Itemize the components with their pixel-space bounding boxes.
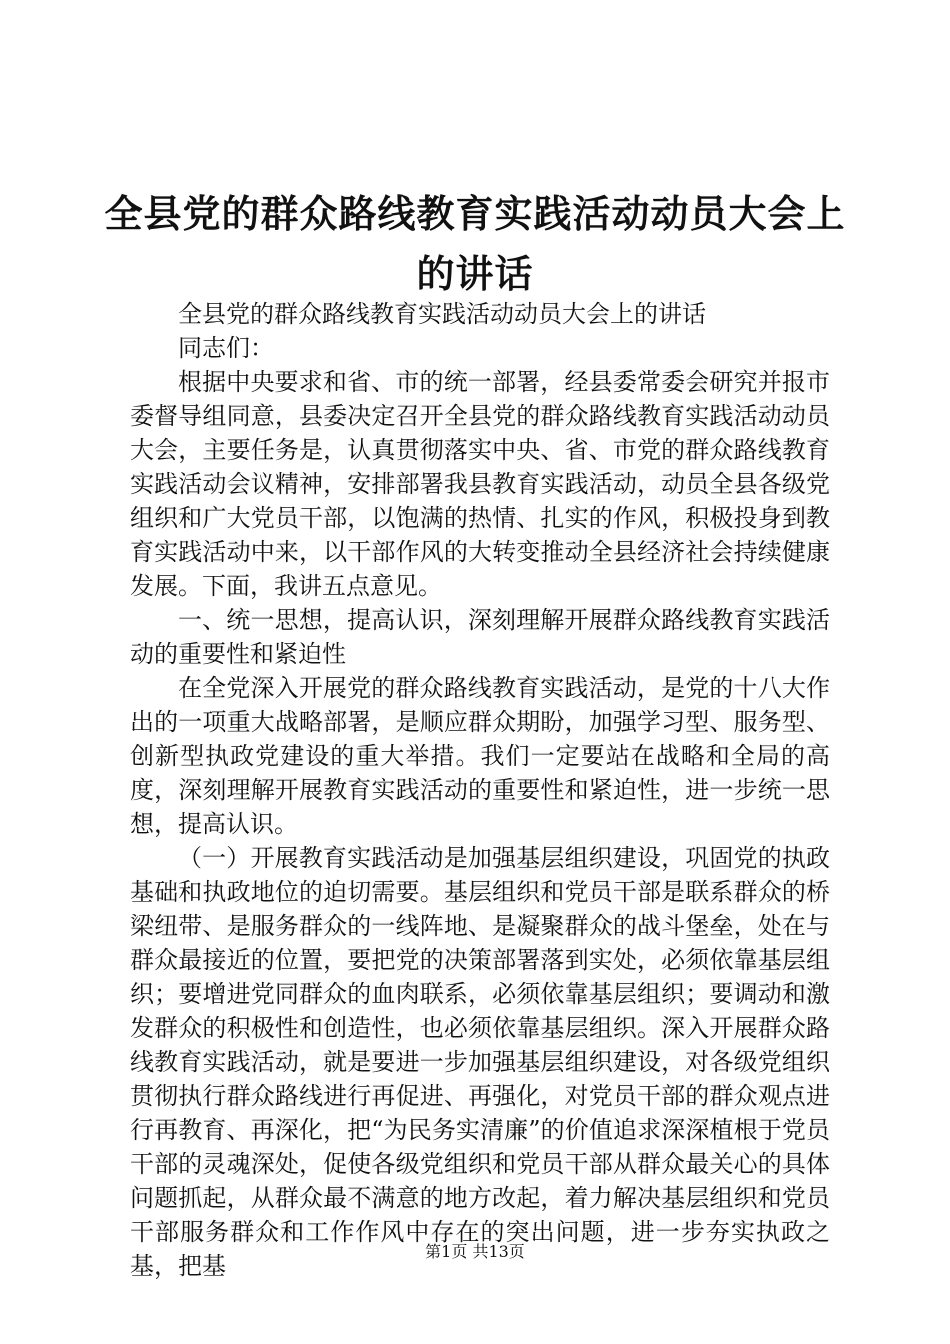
paragraph-subsection-one: （一）开展教育实践活动是加强基层组织建设，巩固党的执政基础和执政地位的迫切需要。基层组织和党员干部是联系群众的桥梁纽带、是服务群众的一线阵地、是凝聚群众的战斗堡垒，处在与群众最接近的位置，要把党的决策部署落到实处，必须依靠基层组织；要增进党同群众的血肉联系，必须依靠基层组织；要调动和激发群众的积极性和创造性，也必须依靠基层组织。深入开展群众路线教育实践活动，就是要进一步加强基层组织建设，对各级党组织贯彻执行群众路线进行再促进、再强化，对党员干部的群众观点进行再教育、再深化，把“为民务实清廉”的价值追求深深植根于党员干部的灵魂深处，促使各级党组织和党员干部从群众最关心的具体问题抓起，从群众最不满意的地方改起，着力解决基层组织和党员干部服务群众和工作作风中存在的突出问题，进一步夯实执政之基，把基 (130, 844, 830, 1280)
paragraph-salutation: 同志们： (178, 334, 274, 362)
page-footer: 第1页 共13页 (425, 1242, 525, 1261)
paragraph-subtitle: 全县党的群众路线教育实践活动动员大会上的讲话 (178, 300, 706, 328)
section-heading-one: 一、统一思想，提高认识，深刻理解开展群众路线教育实践活动的重要性和紧迫性 (130, 606, 830, 668)
document-body (130, 297, 830, 1283)
document-title: 全县党的群众路线教育实践活动动员大会上的讲话 (104, 192, 846, 296)
paragraph-intro: 根据中央要求和省、市的统一部署，经县委常委会研究并报市委督导组同意，县委决定召开全县党的群众路线教育实践活动动员大会，主要任务是，认真贯彻落实中央、省、市党的群众路线教育实践活动会议精神，安排部署我县教育实践活动，动员全县各级党组织和广大党员干部，以饱满的热情、扎实的作风，积极投身到教育实践活动中来，以干部作风的大转变推动全县经济社会持续健康发展。下面，我讲五点意见。 (130, 368, 830, 600)
paragraph-section-one: 在全党深入开展党的群众路线教育实践活动，是党的十八大作出的一项重大战略部署，是顺应群众期盼，加强学习型、服务型、创新型执政党建设的重大举措。我们一定要站在战略和全局的高度，深刻理解开展教育实践活动的重要性和紧迫性，进一步统一思想，提高认识。 (130, 674, 830, 838)
